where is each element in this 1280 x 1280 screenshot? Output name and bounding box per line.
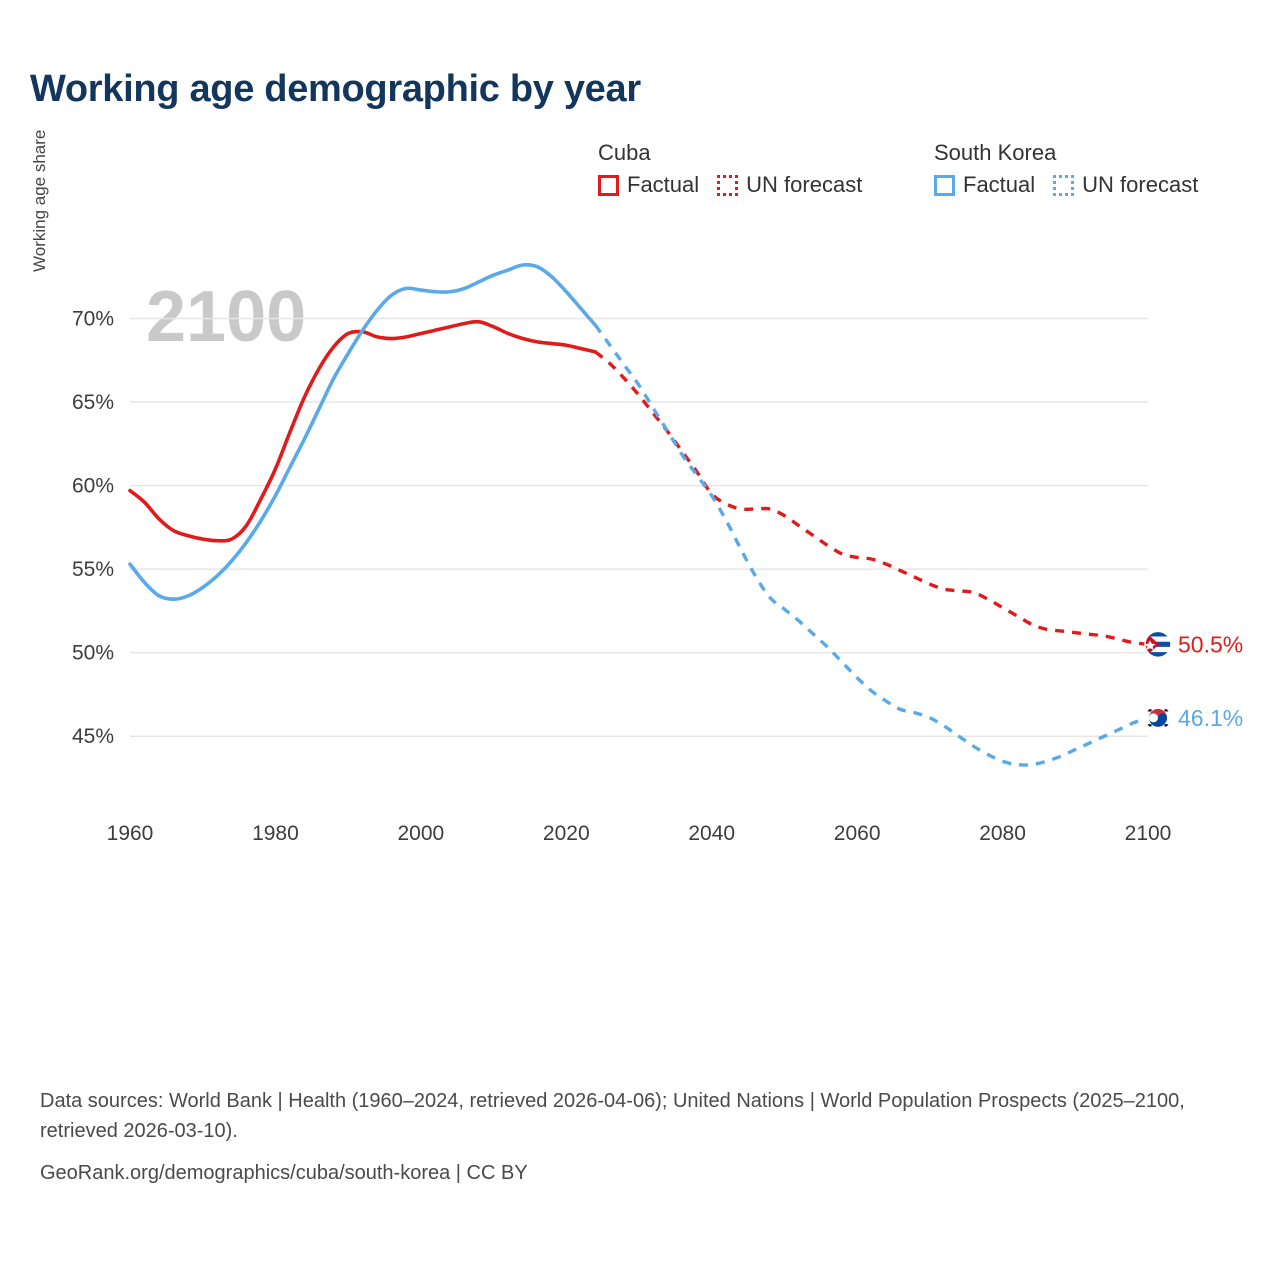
line-chart-plot bbox=[0, 240, 1280, 1050]
x-axis-tick-label: 1980 bbox=[252, 822, 299, 845]
x-axis-tick-label: 2080 bbox=[979, 822, 1026, 845]
x-axis-tick-label: 2060 bbox=[833, 822, 881, 845]
y-axis-tick-label: 65% bbox=[71, 391, 114, 415]
series-line-forecast bbox=[595, 352, 1148, 644]
cuba-flag-icon bbox=[1145, 631, 1171, 657]
x-axis-tick-label: 2020 bbox=[542, 822, 590, 845]
series-line-forecast bbox=[595, 325, 1148, 765]
x-axis-tick-label: 2000 bbox=[397, 822, 445, 845]
legend-item-cuba-forecast[interactable] bbox=[717, 172, 862, 198]
legend-swatch-solid-icon bbox=[934, 175, 955, 196]
legend-item-south-korea-forecast[interactable] bbox=[1053, 172, 1198, 198]
page-title: Working age demographic by year bbox=[30, 68, 641, 110]
legend-group-south-korea bbox=[934, 140, 1198, 198]
chart-area bbox=[0, 240, 1280, 1050]
series-line-factual bbox=[130, 322, 595, 541]
series-end-value-label: 50.5% bbox=[1178, 631, 1244, 658]
year-watermark: 2100 bbox=[146, 277, 307, 357]
legend-group-title: Cuba bbox=[598, 140, 651, 165]
legend-group-title: South Korea bbox=[934, 140, 1057, 165]
legend-swatch-dotted-icon bbox=[1053, 175, 1074, 196]
legend-swatch-solid-icon bbox=[598, 175, 619, 196]
attribution-text: GeoRank.org/demographics/cuba/south-korea | CC BY bbox=[40, 1162, 528, 1184]
y-axis-tick-label: 45% bbox=[71, 725, 114, 749]
chart-legend bbox=[598, 140, 1258, 220]
y-axis-tick-label: 70% bbox=[71, 307, 114, 331]
data-sources-text: Data sources: World Bank | Health (1960–2024, retrieved 2026-04-06); United Nations | World Population Prospects (2025–2100, retrieved 2026-03-10). bbox=[40, 1090, 1185, 1142]
legend-swatch-dotted-icon bbox=[717, 175, 738, 196]
legend-item-label: Factual bbox=[963, 172, 1036, 197]
legend-group-cuba bbox=[598, 140, 862, 198]
y-axis-tick-label: 50% bbox=[71, 641, 114, 665]
y-axis-tick-label: 55% bbox=[71, 558, 114, 582]
y-axis-tick-label: 60% bbox=[71, 474, 114, 498]
x-axis-tick-label: 2040 bbox=[688, 822, 736, 845]
series-end-value-label: 46.1% bbox=[1178, 704, 1244, 731]
legend-item-cuba-factual[interactable] bbox=[598, 172, 699, 198]
y-axis-title: Working age share bbox=[30, 129, 49, 272]
legend-item-label: Factual bbox=[627, 172, 700, 197]
legend-item-label: UN forecast bbox=[746, 172, 863, 197]
chart-footer bbox=[40, 1086, 1190, 1188]
legend-item-south-korea-factual[interactable] bbox=[934, 172, 1035, 198]
x-axis-tick-label: 2100 bbox=[1124, 822, 1172, 845]
x-axis-tick-label: 1960 bbox=[106, 822, 154, 845]
legend-item-label: UN forecast bbox=[1082, 172, 1199, 197]
south-korea-flag-icon bbox=[1145, 705, 1171, 731]
series-line-factual bbox=[130, 265, 595, 599]
